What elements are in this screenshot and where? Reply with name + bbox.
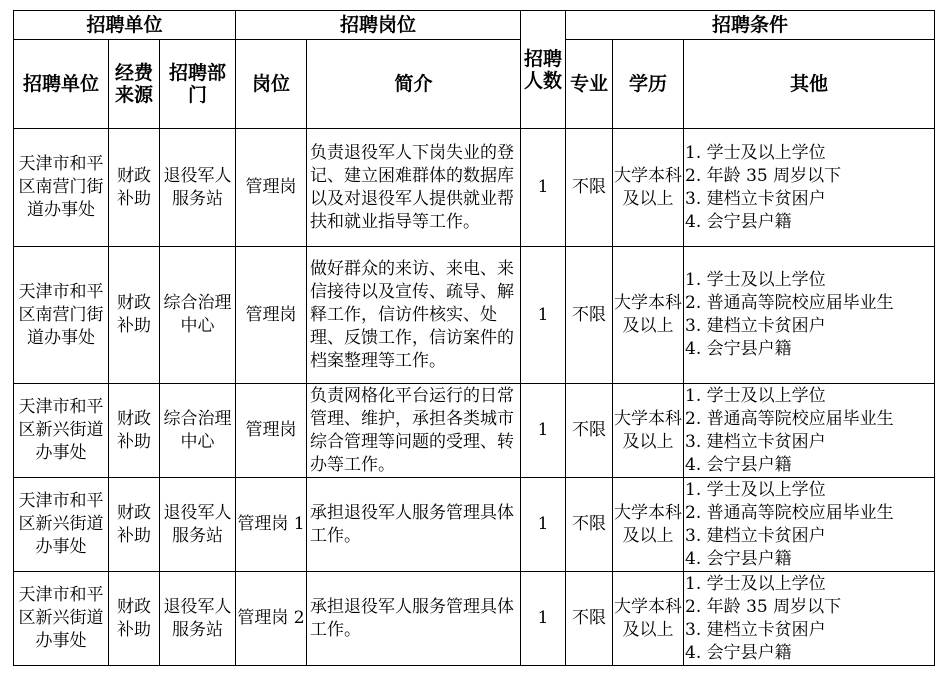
condition-item: 4. 会宁县户籍: [685, 548, 792, 569]
department-cell: 退役军人服务站: [160, 478, 236, 572]
condition-item: 1. 学士及以上学位: [685, 385, 826, 406]
header-other: 其他: [684, 40, 935, 129]
major-cell: 不限: [566, 478, 613, 572]
table-row: [14, 384, 935, 478]
header-group-conditions: 招聘条件: [566, 11, 935, 40]
department-cell: 退役军人服务站: [160, 129, 236, 247]
header-education: 学历: [613, 40, 684, 129]
description-cell: 负责网格化平台运行的日常管理、维护，承担各类城市综合管理等问题的受理、转办等工作。: [307, 384, 521, 478]
condition-item: 2. 年龄 35 周岁以下: [685, 596, 842, 617]
education-cell: 大学本科及以上: [613, 247, 684, 384]
table-row: [14, 129, 935, 247]
header-major: 专业: [566, 40, 613, 129]
unit-cell: 天津市和平区南营门街道办事处: [14, 247, 109, 384]
count-cell: 1: [521, 384, 566, 478]
condition-item: 4. 会宁县户籍: [685, 211, 792, 232]
header-unit: 招聘单位: [14, 40, 109, 129]
condition-item: 3. 建档立卡贫困户: [685, 316, 826, 336]
department-cell: 综合治理中心: [160, 384, 236, 478]
condition-item: 1. 学士及以上学位: [685, 270, 826, 290]
post-cell: 管理岗: [236, 384, 307, 478]
condition-item: 1. 学士及以上学位: [685, 573, 826, 594]
condition-item: 3. 建档立卡贫困户: [685, 525, 826, 546]
header-post: 岗位: [236, 40, 307, 129]
education-cell: 大学本科及以上: [613, 384, 684, 478]
post-cell: 管理岗: [236, 129, 307, 247]
condition-item: 4. 会宁县户籍: [685, 642, 792, 663]
fund-source-cell: 财政补助: [109, 384, 160, 478]
fund-source-cell: 财政补助: [109, 247, 160, 384]
table-row: [14, 572, 935, 666]
education-cell: 大学本科及以上: [613, 129, 684, 247]
other-conditions-cell: [684, 247, 935, 384]
header-description: 简介: [307, 40, 521, 129]
post-cell: 管理岗 1: [236, 478, 307, 572]
major-cell: 不限: [566, 129, 613, 247]
condition-item: 4. 会宁县户籍: [685, 454, 792, 475]
education-cell: 大学本科及以上: [613, 572, 684, 666]
header-group-unit: 招聘单位: [14, 11, 236, 40]
header-fund-source: 经费来源: [109, 40, 160, 129]
unit-cell: 天津市和平区南营门街道办事处: [14, 129, 109, 247]
condition-item: 4. 会宁县户籍: [685, 339, 792, 359]
other-conditions-cell: [684, 129, 935, 247]
table-row: [14, 478, 935, 572]
table-row: [14, 247, 935, 384]
department-cell: 综合治理中心: [160, 247, 236, 384]
other-conditions-cell: [684, 478, 935, 572]
other-conditions-cell: [684, 572, 935, 666]
condition-item: 3. 建档立卡贫困户: [685, 188, 826, 209]
condition-item: 2. 普通高等院校应届毕业生: [685, 293, 894, 313]
description-cell: 承担退役军人服务管理具体工作。: [307, 572, 521, 666]
count-cell: 1: [521, 129, 566, 247]
header-department: 招聘部门: [160, 40, 236, 129]
condition-item: 1. 学士及以上学位: [685, 142, 826, 163]
count-cell: 1: [521, 572, 566, 666]
description-cell: 负责退役军人下岗失业的登记、建立困难群体的数据库以及对退役军人提供就业帮扶和就业指导等工作。: [307, 129, 521, 247]
major-cell: 不限: [566, 247, 613, 384]
condition-item: 2. 年龄 35 周岁以下: [685, 165, 842, 186]
description-cell: 承担退役军人服务管理具体工作。: [307, 478, 521, 572]
count-cell: 1: [521, 247, 566, 384]
recruitment-table: [13, 10, 935, 666]
fund-source-cell: 财政补助: [109, 129, 160, 247]
other-conditions-cell: [684, 384, 935, 478]
unit-cell: 天津市和平区新兴街道办事处: [14, 478, 109, 572]
unit-cell: 天津市和平区新兴街道办事处: [14, 384, 109, 478]
header-count: 招聘人数: [521, 11, 566, 129]
department-cell: 退役军人服务站: [160, 572, 236, 666]
unit-cell: 天津市和平区新兴街道办事处: [14, 572, 109, 666]
post-cell: 管理岗 2: [236, 572, 307, 666]
fund-source-cell: 财政补助: [109, 478, 160, 572]
condition-item: 2. 普通高等院校应届毕业生: [685, 502, 894, 523]
count-cell: 1: [521, 478, 566, 572]
condition-item: 2. 普通高等院校应届毕业生: [685, 408, 894, 429]
education-cell: 大学本科及以上: [613, 478, 684, 572]
fund-source-cell: 财政补助: [109, 572, 160, 666]
condition-item: 3. 建档立卡贫困户: [685, 619, 826, 640]
post-cell: 管理岗: [236, 247, 307, 384]
condition-item: 3. 建档立卡贫困户: [685, 431, 826, 452]
major-cell: 不限: [566, 572, 613, 666]
description-cell: 做好群众的来访、来电、来信接待以及宣传、疏导、解释工作，信访件核实、处理、反馈工作，信访案件的档案整理等工作。: [307, 247, 521, 384]
header-group-post: 招聘岗位: [236, 11, 521, 40]
major-cell: 不限: [566, 384, 613, 478]
condition-item: 1. 学士及以上学位: [685, 479, 826, 500]
